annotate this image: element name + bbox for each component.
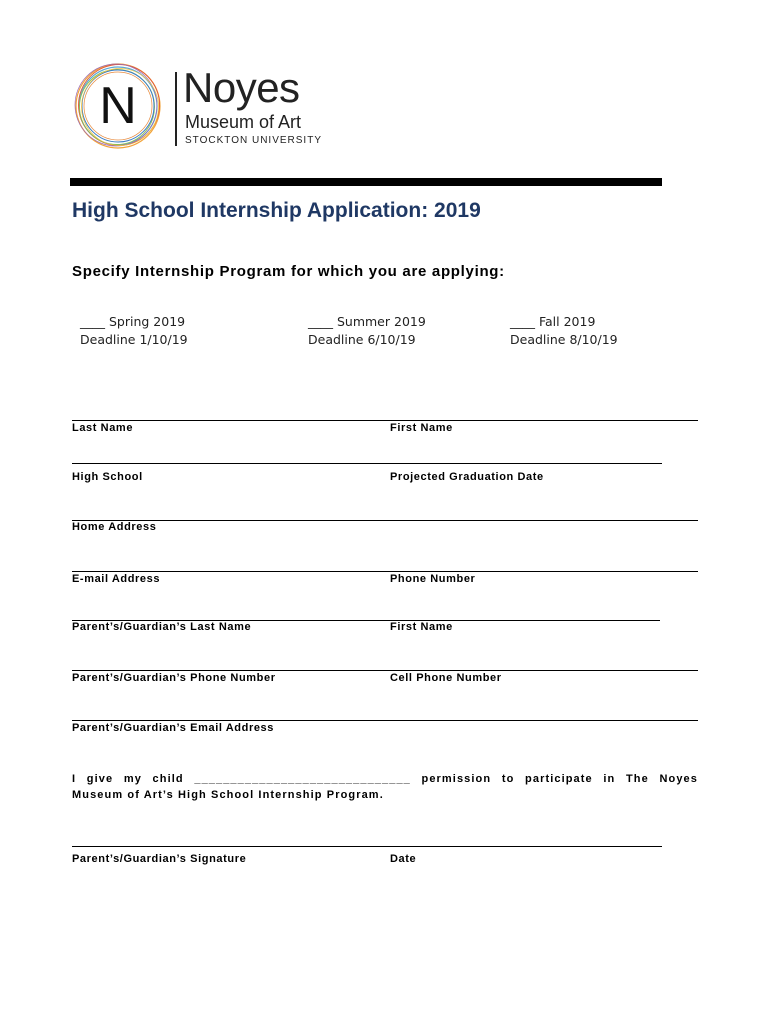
parent-last-name-label: Parent’s/Guardian’s Last Name	[72, 621, 252, 633]
program-option-spring[interactable]	[80, 313, 188, 349]
last-name-label: Last Name	[72, 422, 134, 434]
high-school-label: High School	[72, 471, 143, 483]
logo-subtitle: Museum of Art	[185, 112, 302, 132]
date-label: Date	[390, 853, 417, 865]
program-deadline: Deadline 8/10/19	[510, 332, 618, 347]
name-input-line[interactable]	[72, 463, 662, 464]
phone-label: Phone Number	[390, 573, 476, 585]
logo-letter: N	[99, 77, 137, 135]
logo-university: STOCKTON UNIVERSITY	[185, 135, 322, 146]
permission-line-2: Museum of Art’s High School Internship Program.	[72, 789, 384, 801]
logo-name: Noyes	[183, 64, 300, 111]
program-term: ____ Spring 2019	[80, 314, 186, 329]
parent-phone-input-line[interactable]	[72, 720, 698, 721]
graduation-date-label: Projected Graduation Date	[390, 471, 544, 483]
form-line	[72, 420, 698, 421]
program-term: ____ Summer 2019	[308, 314, 426, 329]
parent-phone-label: Parent’s/Guardian’s Phone Number	[72, 672, 276, 684]
program-option-fall[interactable]	[510, 313, 618, 349]
first-name-label: First Name	[390, 422, 453, 434]
parent-email-label: Parent’s/Guardian’s Email Address	[72, 722, 274, 734]
program-deadline: Deadline 6/10/19	[308, 332, 416, 347]
logo-divider	[175, 72, 177, 146]
parent-first-name-label: First Name	[390, 621, 453, 633]
program-deadline: Deadline 1/10/19	[80, 332, 188, 347]
program-prompt: Specify Internship Program for which you are applying:	[72, 263, 505, 280]
cell-phone-label: Cell Phone Number	[390, 672, 502, 684]
permission-line-1: I give my child ______________________________ permission to participate in The Noyes	[72, 773, 698, 785]
parent-name-input-line[interactable]	[72, 670, 698, 671]
program-term: ____ Fall 2019	[510, 314, 596, 329]
page-title: High School Internship Application: 2019	[72, 199, 481, 222]
header-rule	[70, 178, 662, 186]
address-input-line[interactable]	[72, 571, 698, 572]
email-label: E-mail Address	[72, 573, 161, 585]
signature-label: Parent’s/Guardian’s Signature	[72, 853, 247, 865]
school-input-line[interactable]	[72, 520, 698, 521]
permission-statement	[72, 771, 698, 803]
program-option-summer[interactable]	[308, 313, 426, 349]
signature-input-line[interactable]	[72, 846, 662, 847]
home-address-label: Home Address	[72, 521, 157, 533]
